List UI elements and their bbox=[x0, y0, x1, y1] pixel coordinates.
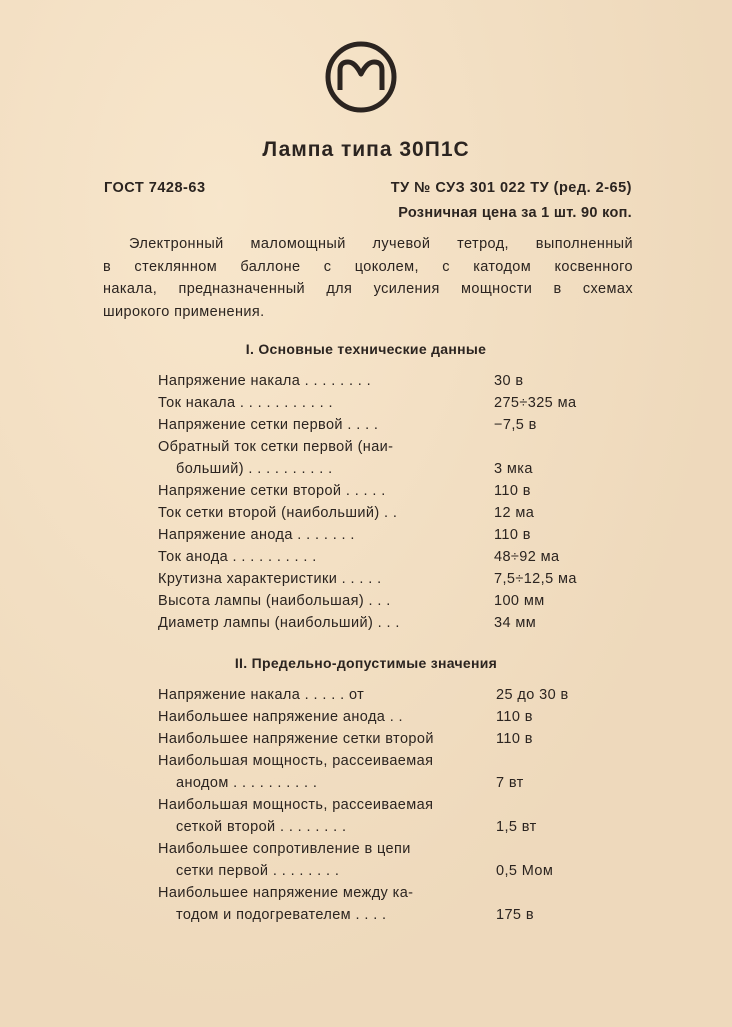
spec-value: 110 в bbox=[494, 527, 531, 543]
spec-row bbox=[158, 436, 628, 458]
description-line: накала, предназначенный для усиления мощности в схемах bbox=[103, 281, 633, 297]
limit-row bbox=[158, 882, 628, 904]
page-title: Лампа типа 30П1С bbox=[262, 138, 470, 161]
spec-row bbox=[158, 370, 628, 392]
limit-row bbox=[158, 750, 628, 772]
spec-row bbox=[158, 546, 628, 568]
retail-price: Розничная цена за 1 шт. 90 коп. bbox=[398, 205, 632, 221]
spec-label: Напряжение сетки второй . . . . . bbox=[158, 483, 386, 499]
spec-label: Крутизна характеристики . . . . . bbox=[158, 571, 382, 587]
spec-label: больший) . . . . . . . . . . bbox=[176, 461, 333, 477]
spec-value: 110 в bbox=[494, 483, 531, 499]
limit-label: Напряжение накала . . . . . от bbox=[158, 687, 365, 703]
limit-label: Наибольшее напряжение сетки второй bbox=[158, 731, 434, 747]
spec-value: 100 мм bbox=[494, 593, 545, 609]
description-line: в стеклянном баллоне с цоколем, с катодом косвенного bbox=[103, 258, 633, 275]
spec-row bbox=[158, 414, 628, 436]
description bbox=[103, 233, 633, 323]
spec-value: 275÷325 ма bbox=[494, 395, 577, 411]
spec-row bbox=[158, 612, 628, 634]
spec-row bbox=[158, 524, 628, 546]
limit-label: Наибольшее напряжение анода . . bbox=[158, 709, 403, 725]
limit-label: Наибольшее сопротивление в цепи bbox=[158, 841, 411, 857]
spec-value: −7,5 в bbox=[494, 417, 537, 433]
section-1-title: I. Основные технические данные bbox=[245, 341, 487, 357]
spec-label: Высота лампы (наибольшая) . . . bbox=[158, 593, 391, 609]
spec-label: Обратный ток сетки первой (наи- bbox=[158, 439, 394, 455]
spec-row bbox=[158, 392, 628, 414]
limit-value: 25 до 30 в bbox=[496, 687, 569, 703]
spec-row bbox=[158, 590, 628, 612]
spec-label: Ток сетки второй (наибольший) . . bbox=[158, 505, 398, 521]
limit-value: 1,5 вт bbox=[496, 819, 537, 835]
limit-row bbox=[158, 684, 628, 706]
spec-label: Ток накала . . . . . . . . . . . bbox=[158, 395, 333, 411]
limit-row bbox=[158, 728, 628, 750]
tu-number: ТУ № СУЗ 301 022 ТУ (ред. 2-65) bbox=[390, 180, 632, 196]
spec-label: Напряжение накала . . . . . . . . bbox=[158, 373, 372, 389]
limit-row bbox=[158, 816, 628, 838]
spec-label: Диаметр лампы (наибольший) . . . bbox=[158, 615, 400, 631]
spec-row bbox=[158, 458, 628, 480]
gost-number: ГОСТ 7428-63 bbox=[104, 180, 206, 196]
section-1-rows bbox=[158, 370, 628, 634]
limit-label: тодом и подогревателем . . . . bbox=[176, 907, 387, 923]
limit-row bbox=[158, 860, 628, 882]
spec-value: 7,5÷12,5 ма bbox=[494, 571, 577, 587]
limit-label: Наибольшее напряжение между ка- bbox=[158, 885, 414, 901]
spec-row bbox=[158, 480, 628, 502]
limit-label: сеткой второй . . . . . . . . bbox=[176, 819, 347, 835]
limit-row bbox=[158, 772, 628, 794]
limit-label: Наибольшая мощность, рассеиваемая bbox=[158, 753, 434, 769]
limit-row bbox=[158, 794, 628, 816]
limit-label: Наибольшая мощность, рассеиваемая bbox=[158, 797, 434, 813]
limit-row bbox=[158, 904, 628, 926]
spec-value: 3 мка bbox=[494, 461, 533, 477]
limit-value: 7 вт bbox=[496, 775, 524, 791]
spec-value: 34 мм bbox=[494, 615, 537, 631]
spec-row bbox=[158, 568, 628, 590]
section-2-title: II. Предельно-допустимые значения bbox=[234, 655, 498, 671]
spec-row bbox=[158, 502, 628, 524]
limit-row bbox=[158, 706, 628, 728]
spec-label: Ток анода . . . . . . . . . . bbox=[158, 549, 317, 565]
spec-value: 12 ма bbox=[494, 505, 535, 521]
limit-row bbox=[158, 838, 628, 860]
limit-label: сетки первой . . . . . . . . bbox=[176, 863, 340, 879]
limit-value: 0,5 Мом bbox=[496, 863, 554, 879]
M-in-circle-icon bbox=[324, 40, 398, 114]
description-line: широкого применения. bbox=[103, 303, 265, 320]
spec-value: 30 в bbox=[494, 373, 524, 389]
limit-label: анодом . . . . . . . . . . bbox=[176, 775, 318, 791]
spec-value: 48÷92 ма bbox=[494, 549, 560, 565]
description-line: Электронный маломощный лучевой тетрод, выполненный bbox=[129, 236, 633, 252]
limit-value: 110 в bbox=[496, 709, 533, 725]
section-2-rows bbox=[158, 684, 628, 926]
limit-value: 110 в bbox=[496, 731, 533, 747]
spec-label: Напряжение анода . . . . . . . bbox=[158, 527, 355, 543]
limit-value: 175 в bbox=[496, 907, 534, 923]
spec-label: Напряжение сетки первой . . . . bbox=[158, 417, 379, 433]
